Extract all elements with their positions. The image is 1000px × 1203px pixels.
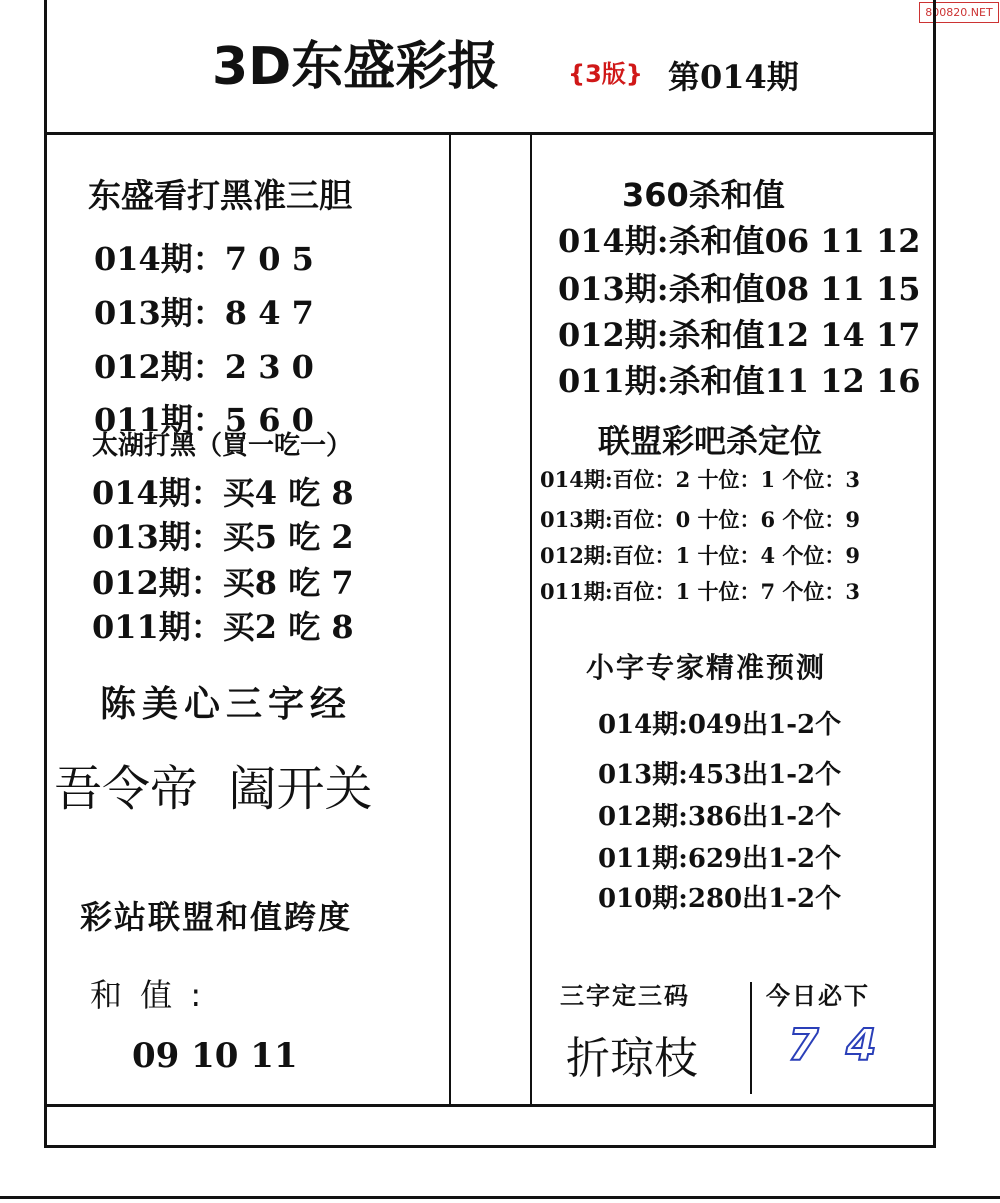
right-section-4-text-left: 折琼枝	[566, 1033, 698, 1084]
column-divider-left	[449, 135, 451, 1104]
right-section-2-row-1: 014期:百位：2 十位：1 个位：3	[540, 467, 861, 492]
left-section-2-row-1: 014期：买4 吃 8	[92, 474, 354, 512]
right-section-2-row-4: 011期:百位：1 十位：7 个位：3	[540, 579, 861, 604]
page-title: 3D东盛彩报	[212, 37, 500, 97]
issue-number: 第014期	[668, 58, 799, 96]
right-section-4-title-left: 三字定三码	[560, 982, 690, 1010]
right-section-2-row-2: 013期:百位：0 十位：6 个位：9	[540, 507, 861, 532]
right-section-3-row-1: 014期:049出1-2个	[598, 710, 842, 740]
right-section-2-row-3: 012期:百位：1 十位：4 个位：9	[540, 543, 861, 568]
left-section-1-row-2: 013期：8 4 7	[94, 294, 314, 332]
left-section-4-title: 彩站联盟和值跨度	[80, 898, 353, 936]
column-divider-right	[530, 135, 532, 1104]
right-section-3-row-4: 011期:629出1-2个	[598, 844, 842, 874]
right-section-4-value-right: 7 4	[788, 1020, 883, 1071]
site-watermark: 800820.NET	[919, 2, 999, 23]
right-section-3-row-5: 010期:280出1-2个	[598, 884, 842, 914]
right-section-3-title: 小字专家精准预测	[586, 651, 827, 684]
left-section-4-label: 和 值 :	[90, 976, 206, 1014]
right-section-3-row-3: 012期:386出1-2个	[598, 802, 842, 832]
left-section-1-row-3: 012期：2 3 0	[94, 348, 314, 386]
header-divider	[44, 132, 936, 135]
left-section-3-title: 陈美心三字经	[100, 684, 353, 725]
page-bottom-rule	[0, 1196, 1000, 1199]
left-section-2-row-3: 012期：买8 吃 7	[92, 564, 354, 602]
left-section-2-title: 太湖打黑（買一吃一）	[92, 431, 353, 461]
right-section-1-row-3: 012期:杀和值12 14 17	[558, 316, 921, 354]
left-section-1-row-1: 014期：7 0 5	[94, 240, 314, 278]
bottom-box-divider	[750, 982, 752, 1094]
right-section-4-title-right: 今日必下	[766, 982, 870, 1010]
left-section-1-title: 东盛看打黑准三胆	[88, 176, 352, 215]
left-section-3-text: 吾令帝 阖开关	[54, 761, 373, 817]
left-section-1-row-4: 011期：5 6 0	[94, 401, 314, 439]
right-section-1-title: 360杀和值	[622, 176, 785, 214]
left-section-2-row-4: 011期：买2 吃 8	[92, 608, 354, 646]
left-section-4-value: 09 10 11	[132, 1036, 298, 1076]
right-section-1-row-1: 014期:杀和值06 11 12	[558, 222, 921, 260]
right-section-3-row-2: 013期:453出1-2个	[598, 760, 842, 790]
right-section-1-row-4: 011期:杀和值11 12 16	[558, 362, 921, 400]
version-badge: {3版}	[568, 60, 643, 88]
right-section-1-row-2: 013期:杀和值08 11 15	[558, 270, 921, 308]
footer-divider	[44, 1104, 936, 1107]
left-section-2-row-2: 013期：买5 吃 2	[92, 518, 354, 556]
right-section-2-title: 联盟彩吧杀定位	[598, 422, 823, 460]
